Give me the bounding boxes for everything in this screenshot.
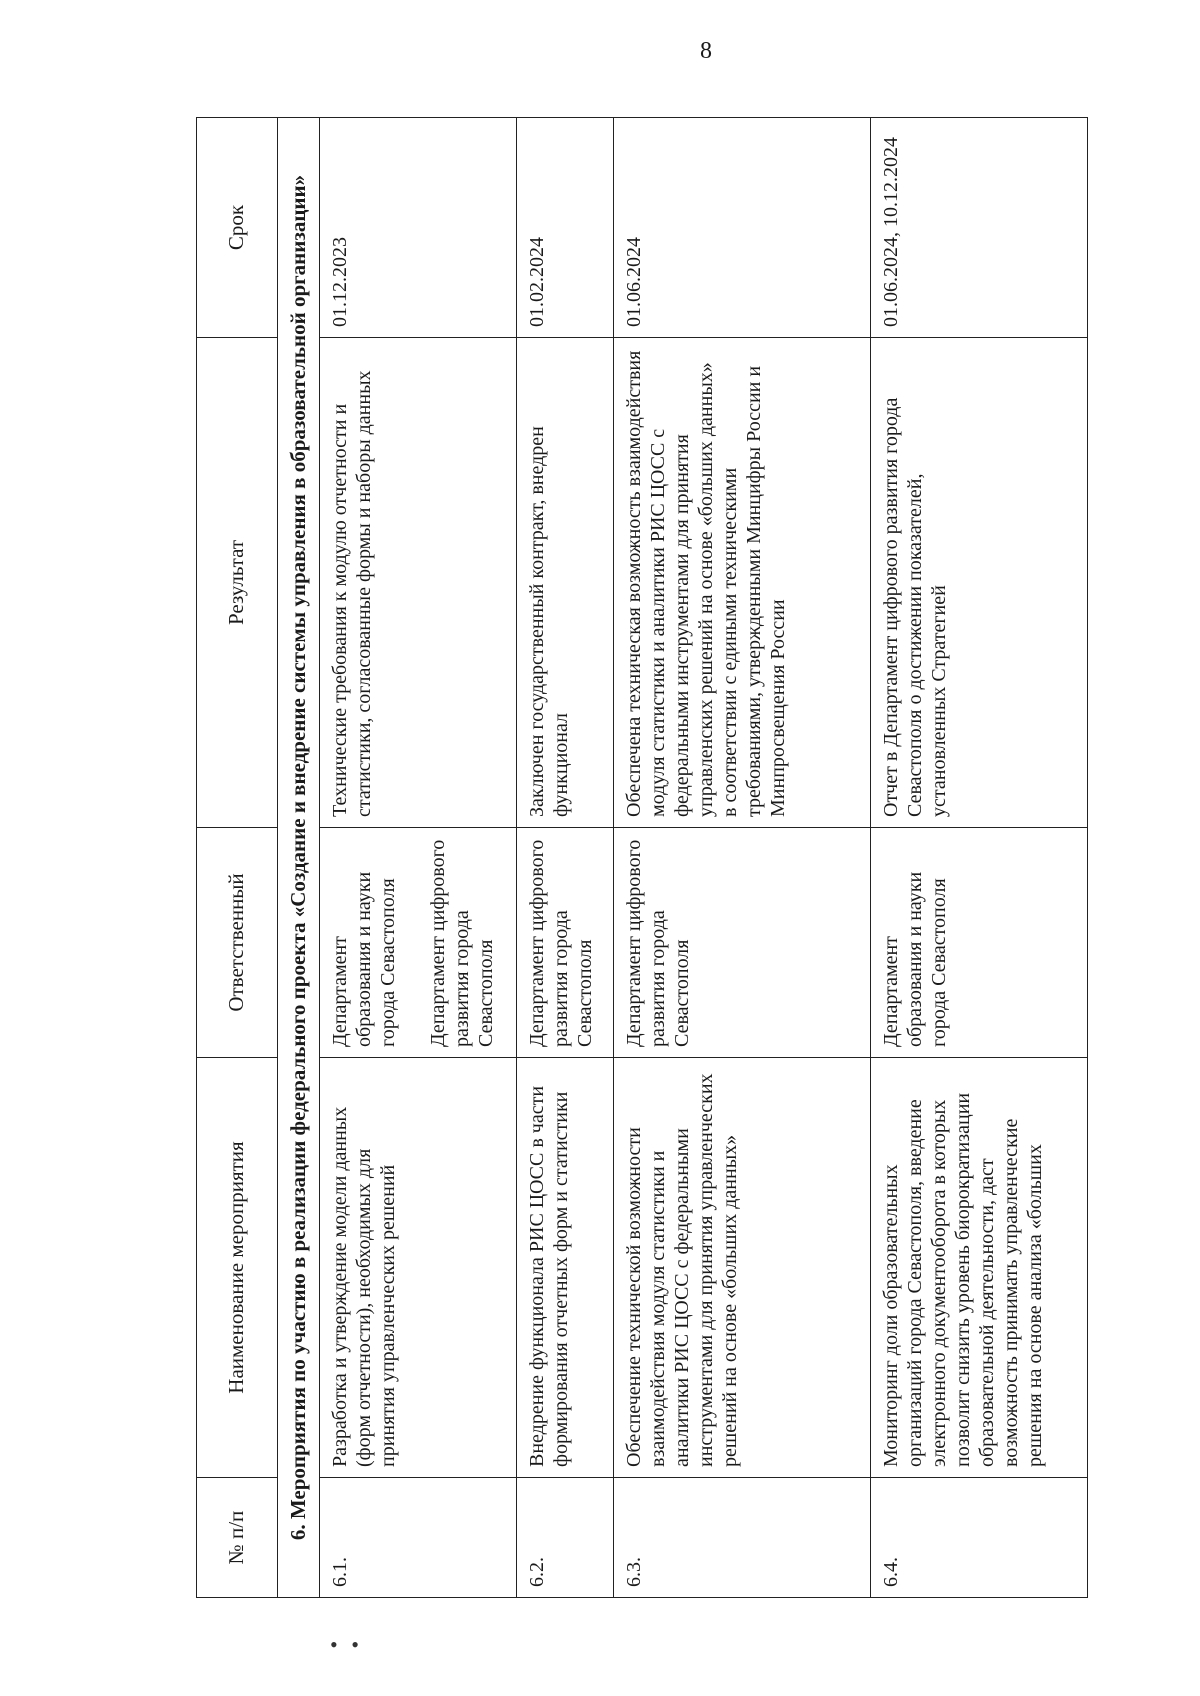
header-responsible: Ответственный bbox=[197, 828, 278, 1058]
table-row bbox=[871, 118, 1088, 1598]
row-term: 01.06.2024 bbox=[614, 118, 871, 338]
footer-dots: • • bbox=[330, 1632, 363, 1657]
row-num: 6.4. bbox=[871, 1478, 1088, 1598]
row-responsible bbox=[517, 828, 614, 1058]
row-responsible bbox=[320, 828, 517, 1058]
row-name: Разработка и утверждение модели данных (форм отчетности), необходимых для принятия управленческих решений bbox=[320, 1058, 517, 1478]
row-term: 01.02.2024 bbox=[517, 118, 614, 338]
row-responsible bbox=[614, 828, 871, 1058]
row-name: Внедрение функционала РИС ЦОСС в части формирования отчетных форм и статистики bbox=[517, 1058, 614, 1478]
row-name: Обеспечение технической возможности взаимодействия модуля статистики и аналитики РИС ЦОСС с федеральными инструментами для принятия управленческих решений на основе «больших данных» bbox=[614, 1058, 871, 1478]
row-result: Технические требования к модулю отчетности и статистики, согласованные формы и наборы данных bbox=[320, 338, 517, 828]
header-num: № п/п bbox=[197, 1478, 278, 1598]
table-row bbox=[517, 118, 614, 1598]
responsible-entry: Департамент цифрового развития города Севастополя bbox=[526, 839, 597, 1047]
plan-table bbox=[196, 117, 1088, 1598]
page-number: 8 bbox=[700, 38, 712, 64]
row-num: 6.3. bbox=[614, 1478, 871, 1598]
row-term: 01.06.2024, 10.12.2024 bbox=[871, 118, 1088, 338]
row-num: 6.2. bbox=[517, 1478, 614, 1598]
header-name: Наименование мероприятия bbox=[197, 1058, 278, 1478]
responsible-entry: Департамент образования и науки города Севастополя bbox=[880, 871, 951, 1047]
header-result: Результат bbox=[197, 338, 278, 828]
row-term: 01.12.2023 bbox=[320, 118, 517, 338]
row-result: Заключен государственный контракт, внедрен функционал bbox=[517, 338, 614, 828]
responsible-entry: Департамент цифрового развития города Севастополя bbox=[427, 839, 498, 1047]
row-result: Отчет в Департамент цифрового развития города Севастополя о достижении показателей, установленных Стратегией bbox=[871, 338, 1088, 828]
responsible-entry: Департамент образования и науки города Севастополя bbox=[329, 871, 400, 1047]
table-row bbox=[320, 118, 517, 1598]
row-result: Обеспечена техническая возможность взаимодействия модуля статистики и аналитики РИС ЦОСС с федеральными инструментами для принятия управленских решений на основе «больших данных» в соответствии с едиными техническими требованиями, утвержденными Минцифры России и Минпросвещения России bbox=[614, 338, 871, 828]
table-row bbox=[614, 118, 871, 1598]
responsible-entry: Департамент цифрового развития города Севастополя bbox=[623, 839, 694, 1047]
table-header-row bbox=[197, 118, 278, 1598]
section-title: 6. Мероприятия по участию в реализации федерального проекта «Создание и внедрение системы управления в образовательной организации» bbox=[278, 118, 320, 1598]
section-row bbox=[278, 118, 320, 1598]
rotated-table-container bbox=[196, 118, 1156, 1598]
row-responsible bbox=[871, 828, 1088, 1058]
row-name: Мониторинг доли образовательных организаций города Севастополя, введение электронного документооборота в которых позволит снизить уровень биорократизации образовательной деятельности, даст возможность принимать управленческие решения на основе анализа «больших bbox=[871, 1058, 1088, 1478]
header-term: Срок bbox=[197, 118, 278, 338]
row-num: 6.1. bbox=[320, 1478, 517, 1598]
